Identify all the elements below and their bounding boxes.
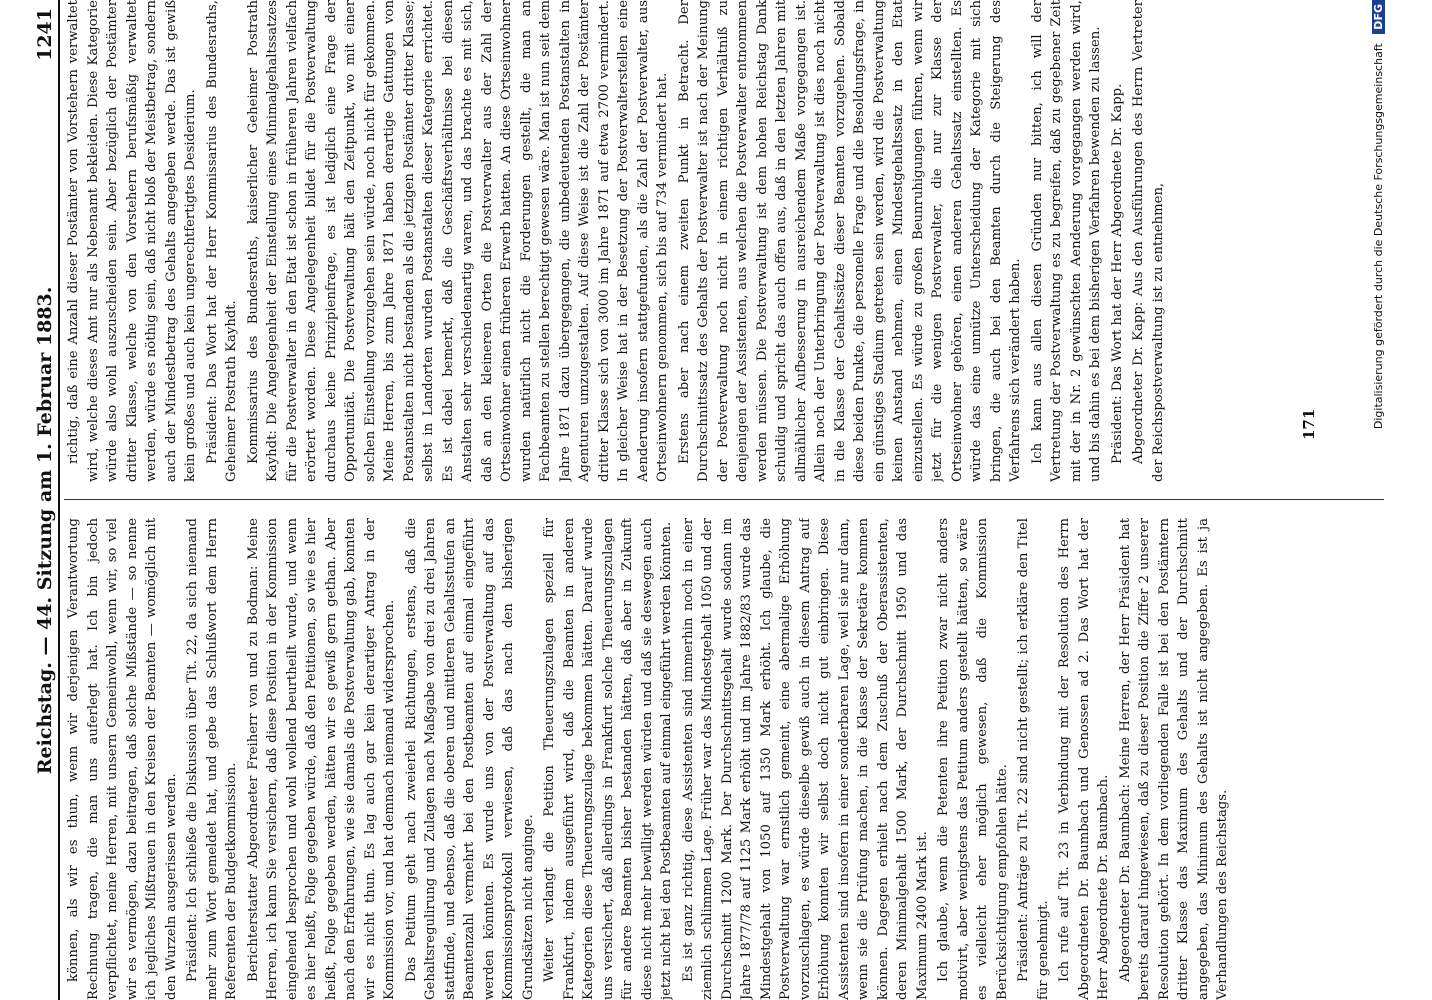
paragraph: Präsident: Das Wort hat der Herr Kommissarius des Bundesraths, Geheimer Postrath Kayhdt. — [204, 0, 239, 482]
left-column — [64, 518, 1394, 1000]
digitization-footer — [1372, 0, 1385, 1000]
paragraph: Berichterstatter Abgeordneter Freiherr von und zu Bodman: Meine Herren, ich kann Sie versichern, daß diese Position in der Kommission eingehend besprochen und wohl wollend beurtheilt wurde, und wenn es hier heißt, Folge gegeben würde, daß den Petitionen, so wie es hier heißt, Folge gegeben werden, hätten wir es gewiß gern gethan. Aber nach den Erfahrungen, wie sie damals die Postverwaltung gab, konnten wir es nicht thun. Es lag auch gar kein derartiger Antrag in der Kommission vor, und hat demnach niemand widersprochen. — [245, 518, 397, 1000]
page-number: 1241 — [34, 8, 56, 61]
paragraph: Ich kann aus allen diesen Gründen nur bitten, ich will der Vertretung der Postverwaltung es zu begreifen, daß zu gegebener Zeit mit der in Nr. 2 gewünschten Aenderung vorgegangen werden wird, und bis dahin es bei dem bisherigen Verfahren bewenden zu lassen. — [1029, 0, 1103, 482]
page-title: Reichstag. — 44. Sitzung am 1. Februar 1883. — [34, 286, 56, 775]
paragraph: Weiter verlangt die Petition Theuerungszulagen speziell für Frankfurt, indem ausgeführt wird, daß die Beamten in anderen Kategorien diese Theuerungszulage bekommen hätten. Darauf wurde uns versichert, daß allerdings in Frankfurt solche Theuerungszulagen für andere Beamten bisher bestanden hätten, daß aber in Zukunft diese nicht mehr bewilligt werden würden und daß sie deswegen auch jetzt nicht bei den Postbeamten auf einmal eingeführt werden könnten. — [542, 518, 674, 1000]
paragraph: Abgeordneter Dr. Baumbach: Meine Herren, der Herr Präsident hat bereits darauf hingewiesen, daß zu dieser Position die Ziffer 2 unserer Resolution gehört. In dem vorliegenden Falle ist bei den Postämtern dritter Klasse das Maximum des Gehalts und der Durchschnitt angegeben, das Minimum des Gehalts ist nicht angegeben. Es ist ja Verhandlungen des Reichstags. — [1117, 518, 1230, 1000]
paragraph: Erstens aber nach einem zweiten Punkt in Betracht. Der Durchschnittssatz des Gehalts der Postverwalter ist nach der Meinung der Postverwaltung noch nicht in einem richtigen Verhältniß zu denjenigen der Assistenten, aus welchen die Postverwalter entnommen werden müssen. Die Postverwaltung ist dem hohen Reichstag Dank schuldig und spricht das auch offen aus, daß in den letzten Jahren mit allmählicher Aufbesserung in ausreichendem Maße vorgegangen ist. Allein noch der Unterbringung der Postverwaltung ist dies noch nicht in die Klasse der Gehaltssätze dieser Beamten vorzugehen. Sobald diese beiden Punkte, die personelle Frage und die Besoldungsfrage, in ein günstiges Stadium getreten sein werden, wird die Postverwaltung keinen Anstand nehmen, einen Mindestgehaltssatz in den Etat einzustellen. Es würde zu großen Beunruhigungen führen, wenn wir jetzt für die wenigen Postverwalter, die nur zur Klasse der Ortseinwohner gehören, einen anderen Gehaltssatz einstellten. Es würde das eine unnütze Unterscheidung der Kategorie mit sich bringen, die auch bei den Beamten durch die Steigerung des Verfahrens sich verändert haben. — [676, 0, 1023, 482]
paragraph: Kommissarius des Bundesraths, kaiserlicher Geheimer Postrath Kayhdt: Die Angelegenheit der Einstellung eines Minimalgehaltssatzes für die Postverwalter in den Etat ist schon in früheren Jahren vielfach erörtert worden. Diese Angelegenheit bildet für die Postverwaltung durchaus keine Prinzipienfrage, es ist lediglich eine Frage der Opportunität. Die Postverwaltung hält den Zeitpunkt, wo mit einer solchen Einstellung vorzugehen sein würde, noch nicht für gekommen. Meine Herren, bis zum Jahre 1871 haben derartige Gattungen von Postanstalten nicht bestanden als die jetzigen Postämter dritter Klasse; selbst in Landorten wurden Postanstalten dieser Kategorie errichtet. Es ist dabei bemerkt, daß die Geschäftsverhältnisse bei diesen Anstalten sehr verschiedenartig waren, und das brachte es mit sich, daß an den kleineren Orten die Postverwalter aus der Zahl der Ortseinwohner einen früheren Erwerb hatten. An diese Ortseinwohner wurden natürlich nicht die Forderungen gestellt, die man an Fachbeamten zu stellen berechtigt gewesen wäre. Man ist nun seit dem Jahre 1871 dazu übergegangen, die unbedeutenden Postanstalten in Agenturen umzugestalten. Auf diese Weise ist die Zahl der Postämter dritter Klasse sich von 3000 im Jahre 1871 auf etwa 2700 vermindert. In gleicher Weise hat in der Besetzung der Postverwalterstellen eine Aenderung insofern stattgefunden, als die Zahl der Postverwalter, aus Ortseinwohnern genommen, sich bis auf 734 vermindert hat. — [245, 0, 670, 482]
paragraph: Präsident: Ich schließe die Diskussion über Tit. 22, da sich niemand mehr zum Wort gemeldet hat, und gebe das Schlußwort dem Herrn Referenten der Budgetkommission. — [185, 518, 239, 1000]
paragraph: Es ist ganz richtig, diese Assistenten sind immerhin noch in einer ziemlich schlimmen Lage. Früher war das Mindestgehalt 1050 und der Durchschnitt 1200 Mark. Der Durchschnittsgehalt wurde sodann im Jahre 1877/78 auf 1125 Mark erhöht und im Jahre 1882/83 wurde das Mindestgehalt von 1050 auf 1350 Mark erhöht. Ich glaube, die Postverwaltung war ernstlich gemeint, eine abermalige Erhöhung vorzuschlagen, es würde dieselbe gewiß auch in diesem Antrag auf Erhöhung konnten wir selbst doch nicht gut einbringen. Diese Assistenten sind insofern in einer sonderbaren Lage, weil sie nur dann, wenn sie die Prüfung machen, in die Klasse der Sekretäre kommen können. Dagegen erhielt nach dem Zuschuß der Oberassistenten, deren Minimalgehalt 1500 Mark, der Durchschnitt 1950 und das Maximum 2400 Mark ist. — [680, 518, 930, 1000]
page-header — [0, 0, 56, 1000]
digitization-note: Digitalisierung gefördert durch die Deutsche Forschungsgemeinschaft — [1372, 43, 1385, 430]
paragraph: können, als wir es thun, wenn wir derjenigen Verantwortung Rechnung tragen, die man uns auferlegt hat. Ich bin jedoch verpflichtet, meine Herren, mit unsern Gemeinwohl, wenn wir, so viel wir es vermögen, dazu beitragen, daß solche Mißstände — so nenne ich jegliches Mißtrauen in den Kreisen der Beamten — womöglich mit den Wurzeln ausgerissen werden. — [66, 518, 179, 1000]
column-divider — [64, 499, 1384, 500]
paragraph: Ich rufe auf Tit. 23 in Verbindung mit der Resolution des Herrn Abgeordneten Dr. Baumbach und Genossen ad 2. Das Wort hat der Herr Abgeordnete Dr. Baumbach. — [1057, 518, 1111, 1000]
paragraph: Präsident: Das Wort hat der Herr Abgeordnete Dr. Kapp. — [1109, 83, 1125, 464]
right-column — [64, 0, 1394, 482]
paragraph: Ich glaube, wenn die Petenten ihre Petition zwar nicht anders motivirt, aber wenigstens das Petitum anders gestellt hätten, so wäre es vielleicht eher möglich gewesen, daß die Kommission Berücksichtigung empfohlen hätte. — [936, 518, 1010, 1000]
signature-mark: 171 — [1300, 408, 1318, 440]
paragraph: Abgeordneter Dr. Kapp: Aus den Ausführungen des Herrn Vertreter der Reichspostverwaltung ist zu entnehmen, — [1131, 0, 1166, 482]
paragraph: Präsident: Anträge zu Tit. 22 sind nicht gestellt; ich erkläre den Titel für genehmigt. — [1016, 518, 1051, 1000]
dfg-logo: DFG — [1372, 0, 1385, 34]
paragraph: richtig, daß eine Anzahl dieser Postämter von Vorstehern verwaltet wird, welche dieses Amt nur als Nebenamt bekleiden. Diese Kategorie würde also wohl auszuscheiden sein. Aber bezüglich der Postämter dritter Klasse, welche von den Vorstehern berufsmäßig verwaltet werden, würde es nöthig sein, daß nicht bloß der Meistbetrag, sondern auch der Mindestbetrag des Gehalts angegeben werde. Das ist gewiß kein großes und auch kein ungerechtfertigtes Desiderium. — [66, 0, 198, 482]
paragraph: Das Petitum geht nach zweierlei Richtungen, erstens, daß die Gehaltsregulirung und Zulagen nach Maßgabe von drei zu drei Jahren stattfinde, und ebenso, daß die oberen und mittleren Gehaltsstufen an Beamtenzahl vermehrt bei den Postbeamten auf einmal eingeführt werden könnten. Es wurde uns von der Postverwaltung auf das Kommissionsprotokoll verwiesen, daß das nach den bisherigen Grundsätzen nicht anginge. — [403, 518, 536, 1000]
header-rule — [58, 0, 60, 1000]
